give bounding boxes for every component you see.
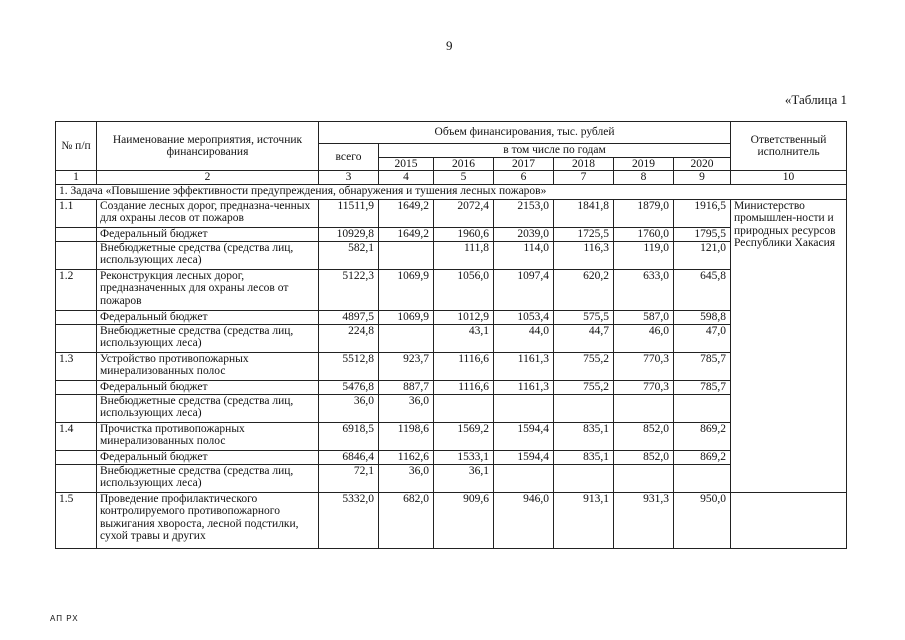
row-value: 1533,1 [434, 450, 494, 464]
task-title: 1. Задача «Повышение эффективности предупреждения, обнаружения и тушения лесных пожаров» [56, 184, 847, 199]
row-value: 1162,6 [379, 450, 434, 464]
row-value: 913,1 [554, 492, 614, 548]
row-num [56, 380, 97, 394]
row-name: Федеральный бюджет [97, 310, 319, 324]
row-value: 682,0 [379, 492, 434, 548]
row-value: 119,0 [614, 241, 674, 269]
row-value: 121,0 [674, 241, 731, 269]
row-value: 1161,3 [494, 380, 554, 394]
row-value: 1649,2 [379, 199, 434, 227]
row-value: 2072,4 [434, 199, 494, 227]
row-value: 1725,5 [554, 227, 614, 241]
col-index: 1 [56, 171, 97, 185]
row-total: 5332,0 [319, 492, 379, 548]
row-value: 111,8 [434, 241, 494, 269]
row-value: 36,1 [434, 464, 494, 492]
row-name: Внебюджетные средства (средства лиц, использующих леса) [97, 241, 319, 269]
row-value: 755,2 [554, 380, 614, 394]
col-index: 5 [434, 171, 494, 185]
table-caption: «Таблица 1 [784, 92, 847, 107]
header-total: всего [319, 144, 379, 171]
row-value: 1960,6 [434, 227, 494, 241]
row-value: 869,2 [674, 422, 731, 450]
row-value: 44,7 [554, 324, 614, 352]
row-num: 1.1 [56, 199, 97, 227]
row-value: 1053,4 [494, 310, 554, 324]
row-value: 770,3 [614, 352, 674, 380]
row-value [674, 394, 731, 422]
row-value: 43,1 [434, 324, 494, 352]
row-value: 1841,8 [554, 199, 614, 227]
col-index: 7 [554, 171, 614, 185]
row-value: 46,0 [614, 324, 674, 352]
row-value: 1069,9 [379, 269, 434, 310]
row-value: 785,7 [674, 380, 731, 394]
row-total: 4897,5 [319, 310, 379, 324]
row-total: 5122,3 [319, 269, 379, 310]
row-value: 785,7 [674, 352, 731, 380]
row-value: 116,3 [554, 241, 614, 269]
row-value [554, 464, 614, 492]
col-index: 10 [731, 171, 847, 185]
row-num [56, 241, 97, 269]
row-num: 1.3 [56, 352, 97, 380]
row-value: 1056,0 [434, 269, 494, 310]
header-year: 2019 [614, 157, 674, 171]
row-value [434, 394, 494, 422]
row-value: 1116,6 [434, 380, 494, 394]
header-year: 2020 [674, 157, 731, 171]
row-name: Федеральный бюджет [97, 227, 319, 241]
row-value: 1594,4 [494, 450, 554, 464]
row-value: 587,0 [614, 310, 674, 324]
row-total: 6846,4 [319, 450, 379, 464]
row-total: 5476,8 [319, 380, 379, 394]
row-value: 47,0 [674, 324, 731, 352]
row-total: 72,1 [319, 464, 379, 492]
row-total: 5512,8 [319, 352, 379, 380]
row-total: 11511,9 [319, 199, 379, 227]
header-year: 2016 [434, 157, 494, 171]
header-volume: Объем финансирования, тыс. рублей [319, 122, 731, 144]
row-value [614, 394, 674, 422]
row-value: 1116,6 [434, 352, 494, 380]
row-value: 1760,0 [614, 227, 674, 241]
row-name: Федеральный бюджет [97, 450, 319, 464]
row-name: Федеральный бюджет [97, 380, 319, 394]
row-value: 852,0 [614, 450, 674, 464]
header-year: 2015 [379, 157, 434, 171]
row-total: 36,0 [319, 394, 379, 422]
row-name: Прочистка противопожарных минерализованных полос [97, 422, 319, 450]
col-index: 6 [494, 171, 554, 185]
header-year: 2017 [494, 157, 554, 171]
row-num: 1.5 [56, 492, 97, 548]
row-value: 1795,5 [674, 227, 731, 241]
row-name: Создание лесных дорог, предназна-ченных для охраны лесов от пожаров [97, 199, 319, 227]
row-total: 582,1 [319, 241, 379, 269]
col-index: 3 [319, 171, 379, 185]
row-value: 2039,0 [494, 227, 554, 241]
row-total: 10929,8 [319, 227, 379, 241]
col-index: 2 [97, 171, 319, 185]
row-value: 923,7 [379, 352, 434, 380]
header-responsible: Ответственный исполнитель [731, 122, 847, 171]
row-value [674, 464, 731, 492]
row-value: 1879,0 [614, 199, 674, 227]
row-num [56, 310, 97, 324]
row-name: Проведение профилактического контролируемого противопожарного выжигания хвороста, лесной подстилки, сухой травы и других [97, 492, 319, 548]
row-name: Внебюджетные средства (средства лиц, использующих леса) [97, 394, 319, 422]
row-num [56, 227, 97, 241]
row-value: 44,0 [494, 324, 554, 352]
row-num: 1.2 [56, 269, 97, 310]
row-value: 1198,6 [379, 422, 434, 450]
row-value: 755,2 [554, 352, 614, 380]
row-name: Внебюджетные средства (средства лиц, использующих леса) [97, 464, 319, 492]
col-index: 9 [674, 171, 731, 185]
row-value: 869,2 [674, 450, 731, 464]
row-value: 1161,3 [494, 352, 554, 380]
footer-mark: АП РХ [50, 614, 79, 623]
row-name: Реконструкция лесных дорог, предназначенных для охраны лесов от пожаров [97, 269, 319, 310]
row-value: 835,1 [554, 450, 614, 464]
row-value: 1097,4 [494, 269, 554, 310]
row-num [56, 450, 97, 464]
row-name: Внебюджетные средства (средства лиц, использующих леса) [97, 324, 319, 352]
row-total: 224,8 [319, 324, 379, 352]
row-value: 575,5 [554, 310, 614, 324]
header-num: № п/п [56, 122, 97, 171]
row-value: 598,8 [674, 310, 731, 324]
row-value: 36,0 [379, 464, 434, 492]
responsible-executor: Министерство промышлен-ности и природных ресурсов Республики Хакасия [731, 199, 847, 492]
row-value [379, 241, 434, 269]
col-index: 8 [614, 171, 674, 185]
row-num [56, 324, 97, 352]
row-value: 633,0 [614, 269, 674, 310]
header-name: Наименование мероприятия, источник финансирования [97, 122, 319, 171]
header-year: 2018 [554, 157, 614, 171]
col-index: 4 [379, 171, 434, 185]
row-value: 950,0 [674, 492, 731, 548]
row-value: 1594,4 [494, 422, 554, 450]
row-value [494, 464, 554, 492]
row-value: 946,0 [494, 492, 554, 548]
row-num [56, 394, 97, 422]
header-by-years: в том числе по годам [379, 144, 731, 158]
row-value: 1069,9 [379, 310, 434, 324]
row-value: 114,0 [494, 241, 554, 269]
row-value: 835,1 [554, 422, 614, 450]
row-value: 1569,2 [434, 422, 494, 450]
row-num: 1.4 [56, 422, 97, 450]
row-value: 909,6 [434, 492, 494, 548]
row-value: 645,8 [674, 269, 731, 310]
row-value: 2153,0 [494, 199, 554, 227]
row-total: 6918,5 [319, 422, 379, 450]
financing-table [55, 121, 847, 549]
row-num [56, 464, 97, 492]
responsible-cell-empty [731, 492, 847, 548]
row-value [494, 394, 554, 422]
row-value: 620,2 [554, 269, 614, 310]
row-value: 887,7 [379, 380, 434, 394]
row-value: 770,3 [614, 380, 674, 394]
row-value: 1649,2 [379, 227, 434, 241]
row-value: 852,0 [614, 422, 674, 450]
row-value: 36,0 [379, 394, 434, 422]
row-value: 1916,5 [674, 199, 731, 227]
page-number: 9 [446, 38, 453, 53]
row-value [379, 324, 434, 352]
row-value: 1012,9 [434, 310, 494, 324]
row-name: Устройство противопожарных минерализованных полос [97, 352, 319, 380]
row-value [554, 394, 614, 422]
row-value: 931,3 [614, 492, 674, 548]
row-value [614, 464, 674, 492]
